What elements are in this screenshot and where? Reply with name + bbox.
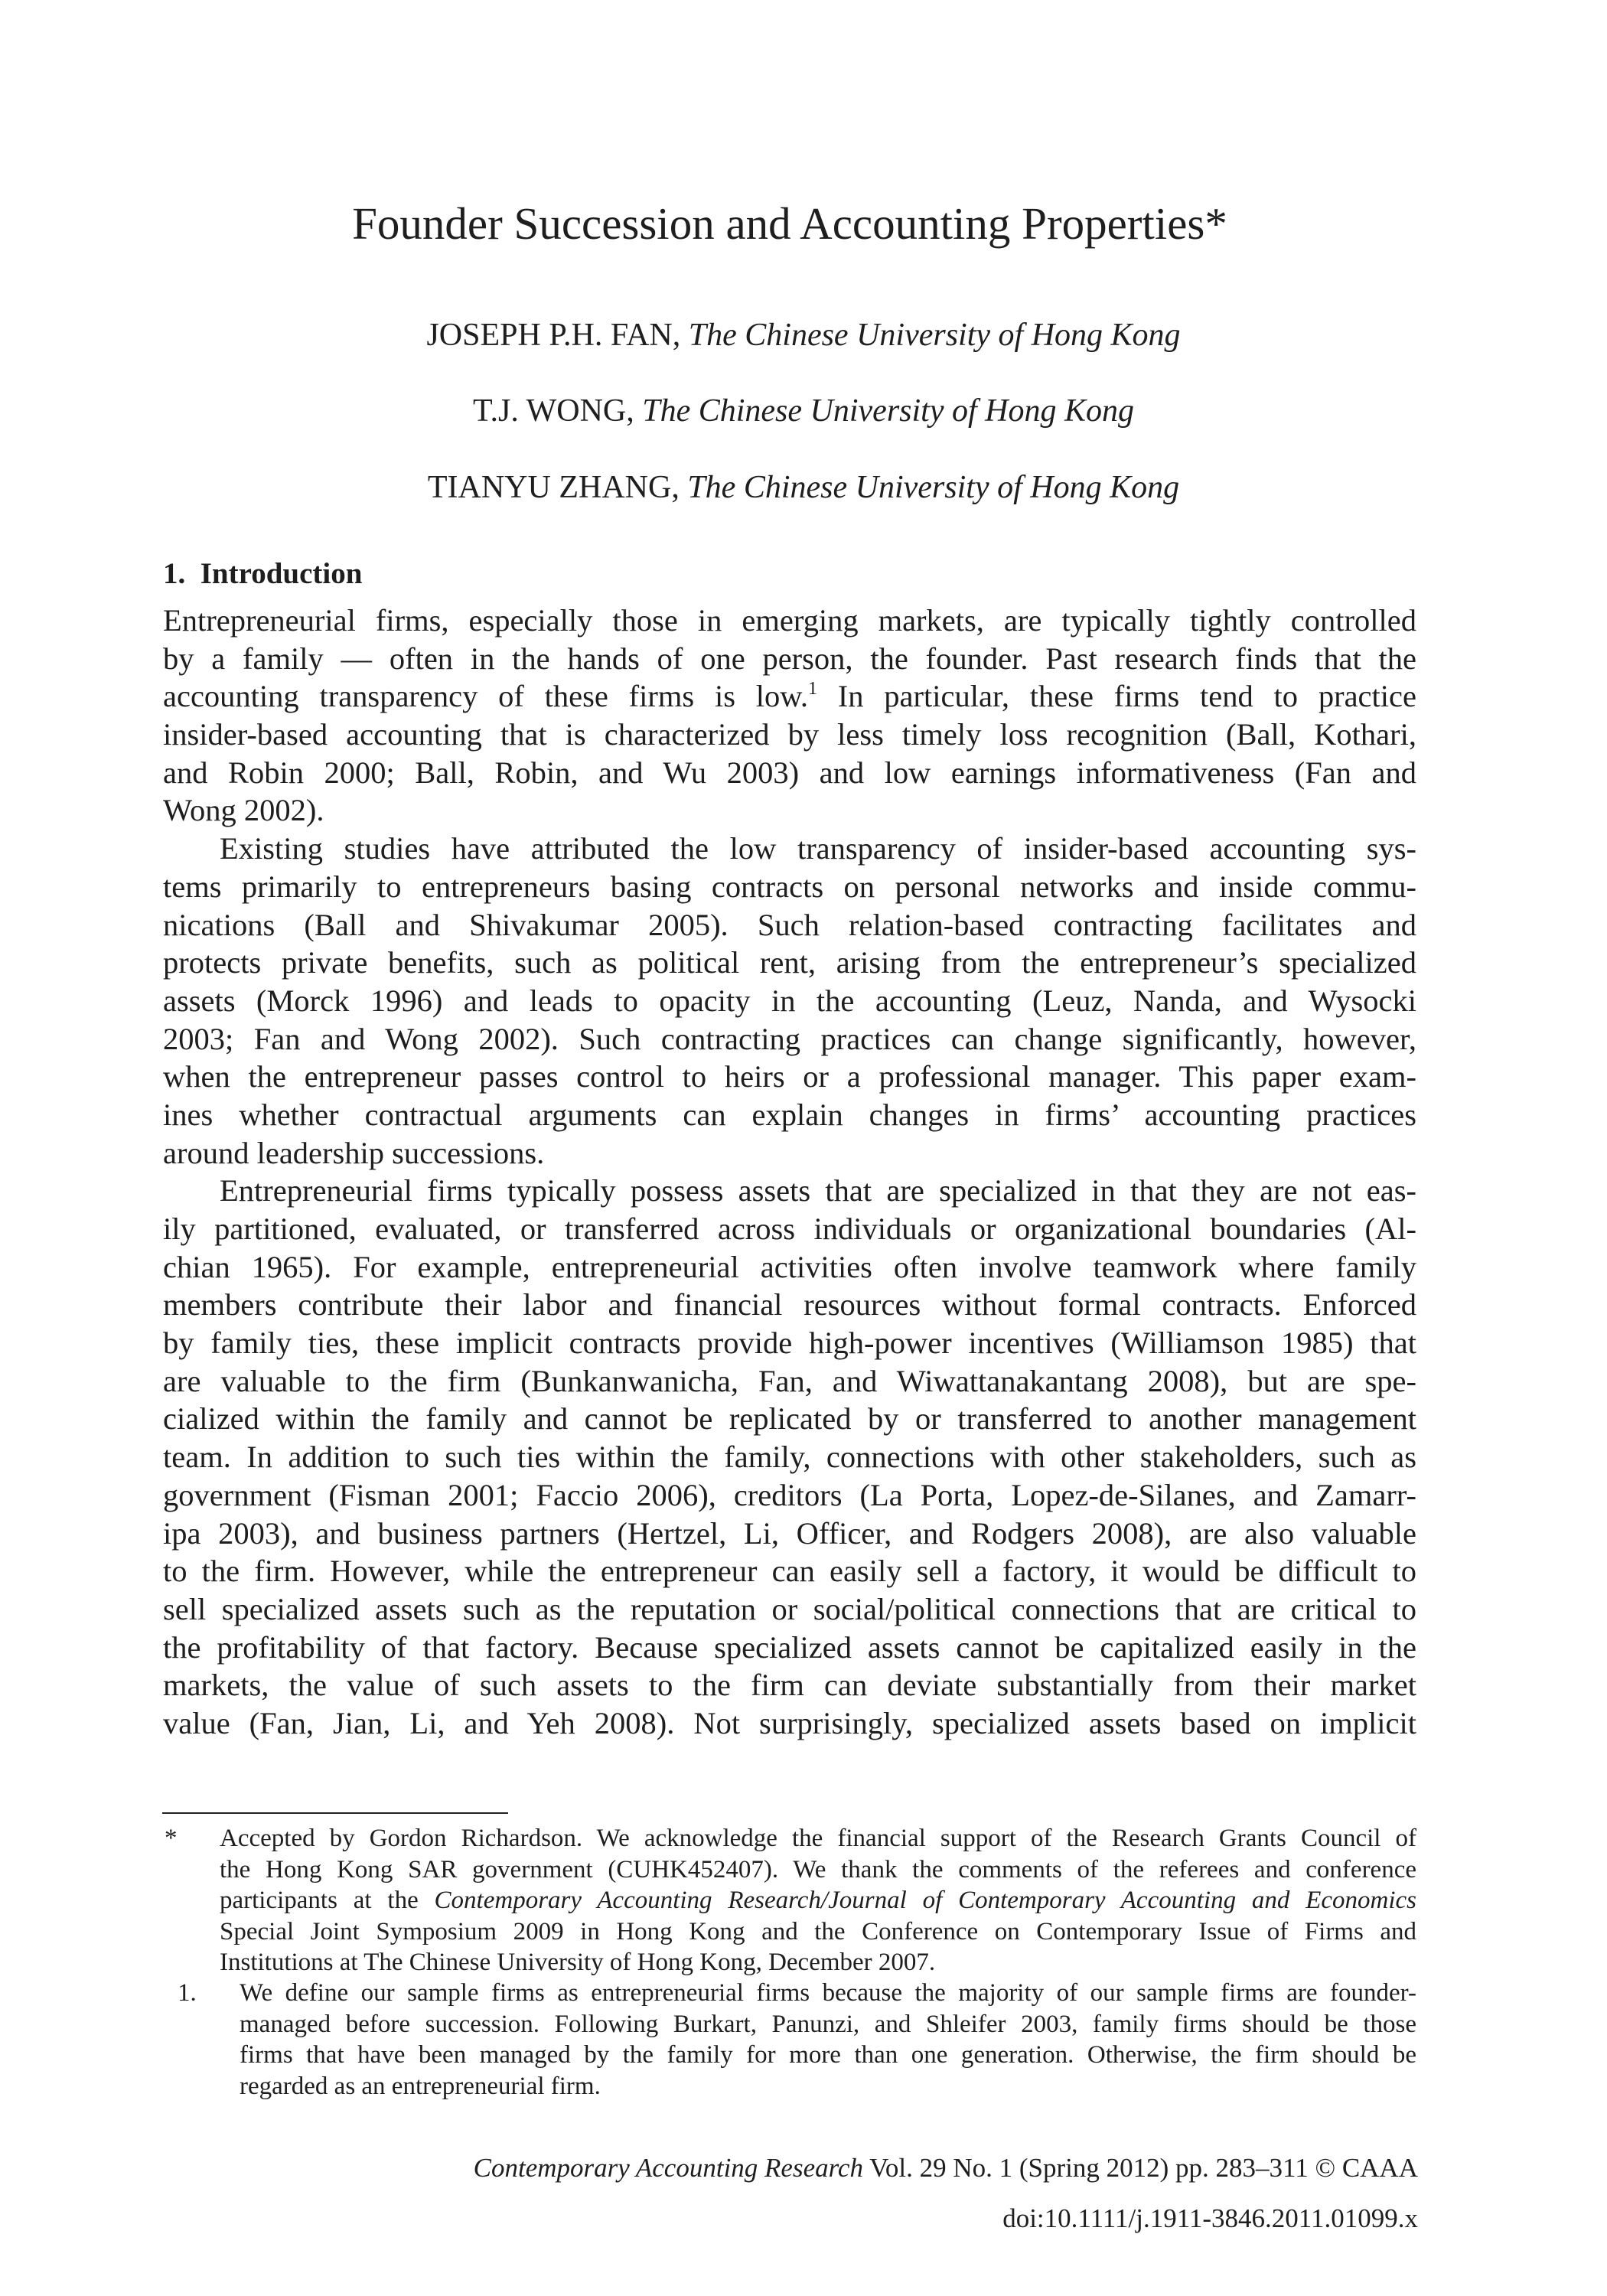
author-name: T.J. WONG, [472,393,634,429]
body-line: ipa 2003), and business partners (Hertzel, Li, Officer, and Rodgers 2008), are also valuable [163,1515,1416,1551]
body-line: Entrepreneurial firms, especially those in emerging markets, are typically tightly controlled [163,603,1416,638]
journal-name: Contemporary Accounting Research [473,2153,863,2183]
body-line: 2003; Fan and Wong 2002). Such contracting practices can change significantly, however, [163,1021,1416,1056]
journal-volume: Vol. 29 No. 1 (Spring 2012) pp. 283–311 © CAAA [862,2153,1418,2183]
body-line: ines whether contractual arguments can explain changes in firms’ accounting practices [163,1097,1416,1132]
body-line: team. In addition to such ties within the family, connections with other stakeholders, such as [163,1440,1416,1475]
body-line: by family ties, these implicit contracts provide high-power incentives (Williamson 1985) that [163,1326,1416,1361]
footnote-line: managed before succession. Following Burkart, Panunzi, and Shleifer 2003, family firms should be those [240,2010,1416,2038]
body-line: assets (Morck 1996) and leads to opacity in the accounting (Leuz, Nanda, and Wysocki [163,983,1416,1018]
author-line [0,468,1607,507]
body-line: sell specialized assets such as the reputation or social/political connections that are critical to [163,1591,1416,1626]
footnote-line: Special Joint Symposium 2009 in Hong Kong and the Conference on Contemporary Issue of Firms and [220,1917,1416,1945]
section-heading [163,556,362,592]
body-line: tems primarily to entrepreneurs basing contracts on personal networks and inside commu- [163,869,1416,904]
paper-title: Founder Succession and Accounting Properties* [352,198,1227,249]
author-name: JOSEPH P.H. FAN, [426,318,681,353]
footnote-line: firms that have been managed by the family for more than one generation. Otherwise, the firm should be [240,2041,1416,2069]
body-text [163,602,1416,1743]
author-line [0,315,1607,355]
footnote-line: regarded as an entrepreneurial firm. [240,2072,601,2100]
body-line: are valuable to the firm (Bunkanwanicha, Fan, and Wiwattanakantang 2008), but are spe- [163,1363,1416,1398]
body-line: members contribute their labor and financial resources without formal contracts. Enforced [163,1287,1416,1322]
author-affiliation: The Chinese University of Hong Kong [642,393,1135,429]
body-line: Existing studies have attributed the low transparency of insider-based accounting sys- [220,831,1416,866]
journal-citation [474,2143,1418,2244]
body-line: ily partitioned, evaluated, or transferred across individuals or organizational boundaries (Al- [163,1212,1416,1246]
footnote-line: We define our sample firms as entrepreneurial firms because the majority of our sample firms are founder- [240,1979,1416,2007]
footnote-label: * [165,1825,178,1852]
section-title: Introduction [200,557,363,590]
author-affiliation: The Chinese University of Hong Kong [687,470,1180,505]
author-line [0,391,1607,431]
footnote-line: Institutions at The Chinese University of Hong Kong, December 2007. [220,1949,936,1976]
footnote-text [220,1823,1416,1978]
footnote-label: 1. [178,1979,197,2007]
body-line: and Robin 2000; Ball, Robin, and Wu 2003) and low earnings informativeness (Fan and [163,755,1416,790]
author-name: TIANYU ZHANG, [427,470,680,505]
body-line: government (Fisman 2001; Faccio 2006), creditors (La Porta, Lopez-de-Silanes, and Zamarr- [163,1477,1416,1512]
footnote-line: the Hong Kong SAR government (CUHK452407). We thank the comments of the referees and conference [220,1855,1416,1883]
body-line: cialized within the family and cannot be replicated by or transferred to another management [163,1401,1416,1437]
body-line: nications (Ball and Shivakumar 2005). Such relation-based contracting facilitates and [163,907,1416,942]
body-line: chian 1965). For example, entrepreneurial activities often involve teamwork where family [163,1249,1416,1284]
body-line: accounting transparency of these firms is low.$^1$ In particular, these firms tend to practice [163,679,1416,714]
body-line: Wong 2002). [163,793,324,828]
author-affiliation: The Chinese University of Hong Kong [688,318,1181,353]
body-line: to the firm. However, while the entrepreneur can easily sell a factory, it would be difficult to [163,1554,1416,1589]
footnote-line: Accepted by Gordon Richardson. We acknowledge the financial support of the Research Grants Council of [220,1825,1416,1852]
journal-line [474,2143,1418,2193]
section-number: 1. [163,557,186,590]
footnote-text [240,1978,1416,2102]
body-line: insider-based accounting that is characterized by less timely loss recognition (Ball, Kothari, [163,717,1416,752]
doi[interactable]: doi:10.1111/j.1911-3846.2011.01099.x [1002,2203,1418,2233]
body-line: when the entrepreneur passes control to heirs or a professional manager. This paper exam- [163,1059,1416,1094]
footnote-line: participants at the Contemporary Accounting Research/Journal of Contemporary Accounting and Economics [220,1887,1416,1914]
body-line: protects private benefits, such as political rent, arising from the entrepreneur’s specialized [163,945,1416,980]
body-line: around leadership successions. [163,1135,545,1170]
footnote-journal-title: Contemporary Accounting Research/Journal of Contemporary Accounting and Economics [434,1887,1416,1914]
body-line: markets, the value of such assets to the firm can deviate substantially from their market [163,1668,1416,1703]
body-line: the profitability of that factory. Because specialized assets cannot be capitalized easily in the [163,1629,1416,1665]
footnote-divider [162,1812,508,1814]
body-line: by a family — often in the hands of one person, the founder. Past research finds that the [163,641,1416,676]
footnote-reference[interactable]: 1 [808,679,817,700]
body-line: value (Fan, Jian, Li, and Yeh 2008). Not surprisingly, specialized assets based on implicit [163,1705,1416,1740]
body-line: Entrepreneurial firms typically possess assets that are specialized in that they are not eas- [220,1173,1416,1208]
